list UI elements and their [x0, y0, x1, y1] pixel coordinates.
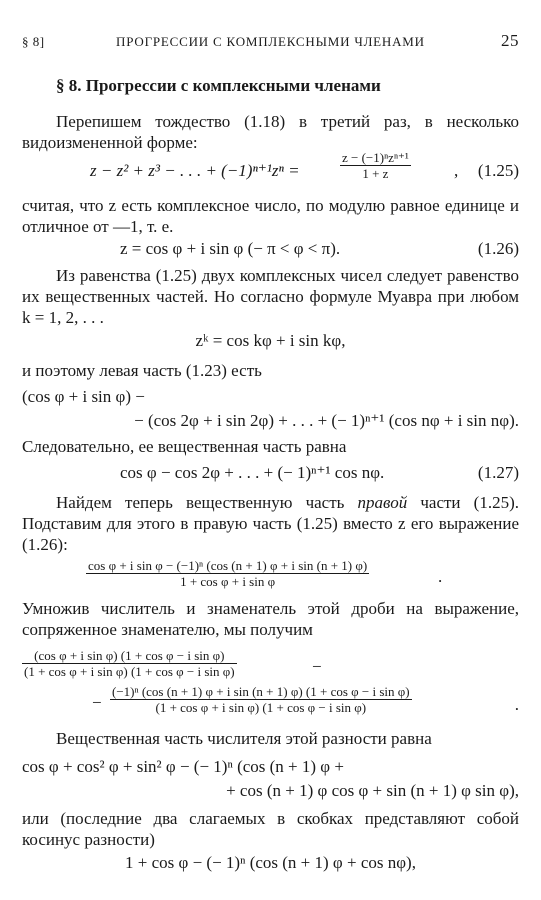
fraction-product-1 — [22, 648, 519, 682]
eq125-number: (1.25) — [477, 161, 519, 180]
paragraph-left-part: и поэтому левая часть (1.23) есть — [22, 361, 262, 380]
header-section: § 8] — [22, 34, 45, 49]
equation-real-line1: cos φ + cos² φ + sin² φ − (− 1)ⁿ (cos (n + 1) φ + — [22, 757, 344, 776]
equation-1-25 — [22, 150, 519, 190]
frac1-numerator: cos φ + i sin φ − (−1)ⁿ (cos (n + 1) φ + i sin (n + 1) φ) — [88, 558, 368, 573]
equation-sum-line1: (cos φ + i sin φ) − — [22, 387, 145, 406]
page-number: 25 — [501, 31, 519, 50]
p6-start: Найдем теперь вещественную часть — [56, 493, 358, 512]
equation-final: 1 + cos φ − (− 1)ⁿ (cos (n + 1) φ + cos nφ), — [125, 853, 416, 872]
eq127-number: (1.27) — [477, 463, 519, 482]
frac3 — [110, 684, 412, 715]
frac3-period: . — [514, 695, 519, 714]
p6-end: части (1.25). Подставим для этого в правую часть (1.25) вместо z его выражение (1.26): — [22, 493, 519, 554]
eq126-text: z = cos φ + i sin φ (− π < φ < π). — [120, 239, 341, 258]
frac2-numerator: (cos φ + i sin φ) (1 + cos φ − i sin φ) — [22, 648, 237, 664]
frac1 — [86, 558, 369, 589]
frac1-denominator: 1 + cos φ + i sin φ — [180, 574, 276, 589]
frac3-lead: − — [92, 693, 102, 712]
frac3-numerator: (−1)ⁿ (cos (n + 1) φ + i sin (n + 1) φ) (1 + cos φ − i sin φ) — [112, 684, 410, 699]
equation-moivre: zᵏ = cos kφ + i sin kφ, — [195, 331, 346, 350]
frac1-period: . — [438, 567, 443, 586]
paragraph-numerator-real: Вещественная часть числителя этой разности равна — [56, 729, 432, 748]
paragraph-z-definition: считая, что z есть комплексное число, по модулю равное единице и отличное от —1, т. е. — [22, 196, 519, 236]
frac3-denominator: (1 + cos φ + i sin φ) (1 + cos φ − i sin φ) — [155, 700, 367, 715]
frac2 — [22, 648, 237, 679]
p6-emphasis: правой — [357, 493, 408, 512]
eq127-text: cos φ − cos 2φ + . . . + (− 1)ⁿ⁺¹ cos nφ. — [120, 463, 385, 482]
fraction-substituted — [22, 558, 519, 592]
section-heading: § 8. Прогрессии с комплексными членами — [56, 76, 381, 95]
paragraph-real-part: Следовательно, ее вещественная часть равна — [22, 437, 347, 456]
equation-sum-line2: − (cos 2φ + i sin 2φ) + . . . + (− 1)ⁿ⁺¹ (cos nφ + i sin nφ). — [134, 411, 519, 430]
paragraph-cosine-difference: или (последние два слагаемых в скобках представляют собой косинус разности) — [22, 809, 519, 849]
eq125-denominator: 1 + z — [362, 166, 389, 181]
paragraph-right-part — [22, 492, 519, 555]
frac2-minus: − — [312, 657, 322, 676]
paragraph-intro: Перепишем тождество (1.18) в третий раз, в несколько видоизмененной форме: — [22, 112, 519, 152]
paragraph-conjugate: Умножив числитель и знаменатель этой дроби на выражение, сопряженное знаменателю, мы получим — [22, 599, 519, 639]
header-title: ПРОГРЕССИИ С КОМПЛЕКСНЫМИ ЧЛЕНАМИ — [116, 34, 425, 49]
paragraph-moivre: Из равенства (1.25) двух комплексных чисел следует равенство их вещественных частей. Но согласно формуле Муавра при любом k = 1, 2, . . . — [22, 266, 519, 327]
eq126-number: (1.26) — [477, 239, 519, 258]
frac2-denominator: (1 + cos φ + i sin φ) (1 + cos φ − i sin φ) — [24, 664, 235, 679]
eq125-lhs: z − z² + z³ − . . . + (−1)ⁿ⁺¹zⁿ = — [90, 161, 300, 180]
eq125-comma: , — [454, 161, 459, 180]
equation-real-line2: + cos (n + 1) φ cos φ + sin (n + 1) φ sin φ), — [226, 781, 519, 800]
equation-1-27 — [22, 462, 519, 484]
fraction-product-2 — [22, 684, 519, 718]
eq125-fraction — [340, 150, 411, 181]
running-header — [22, 30, 519, 52]
eq125-numerator: z − (−1)ⁿzⁿ⁺¹ — [342, 150, 409, 165]
equation-1-26 — [22, 238, 519, 260]
